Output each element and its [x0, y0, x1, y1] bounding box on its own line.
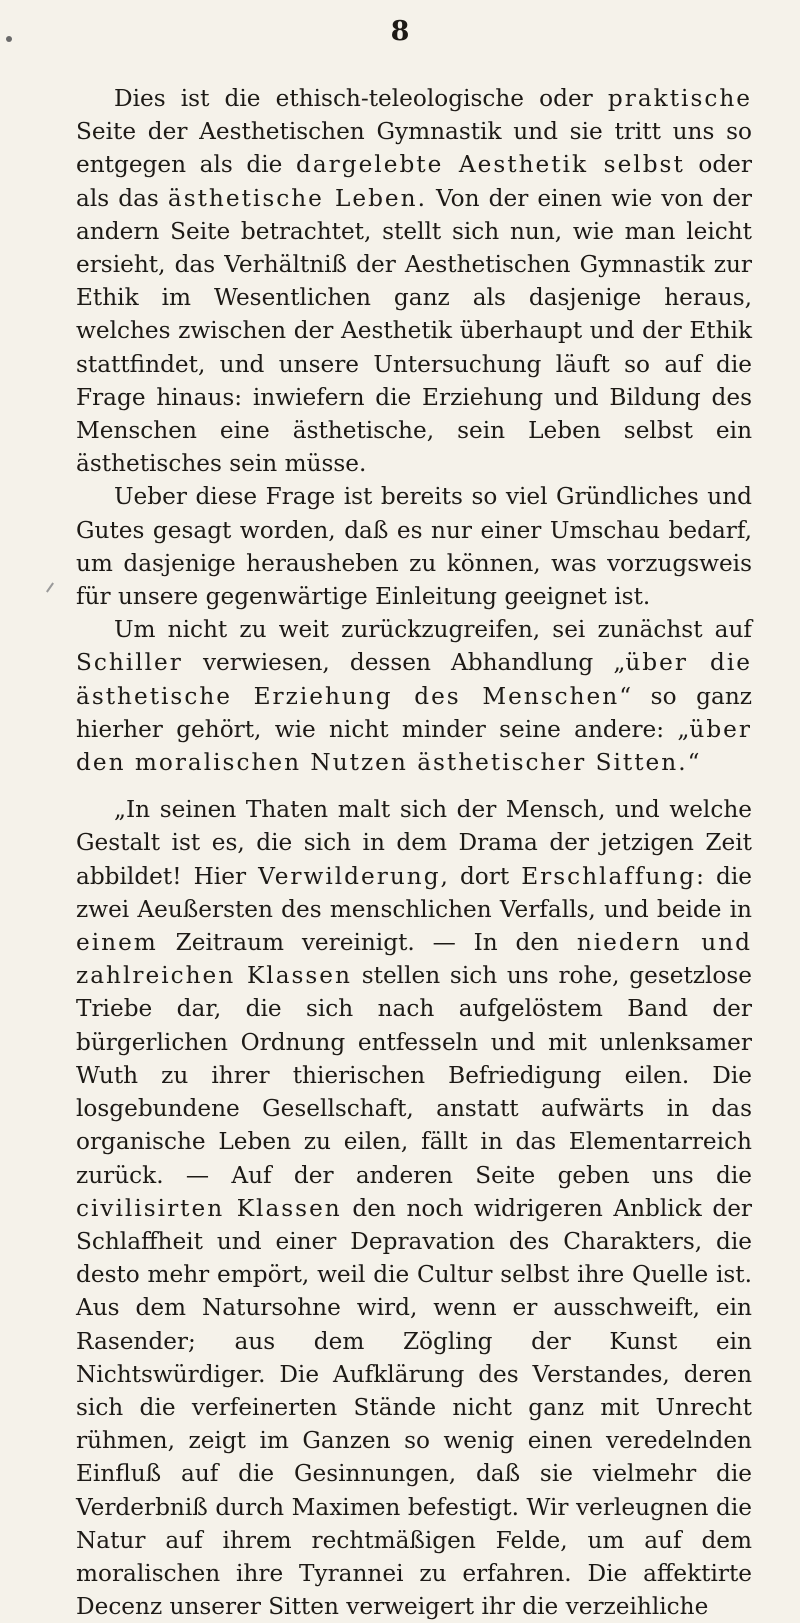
paragraph: [76, 82, 752, 480]
text-run: oder als das: [76, 151, 752, 212]
spaced-emphasis-text: Schiller: [76, 649, 183, 677]
text-run: “ so ganz hierher gehört, wie nicht minder seine andere: „: [76, 682, 752, 743]
spaced-emphasis-text: civilisirten Klassen: [76, 1194, 342, 1222]
spaced-emphasis-text: über die ästhetische Erziehung des Menschen: [76, 649, 753, 710]
margin-pencil-mark: [46, 582, 54, 592]
spaced-emphasis-text: über den moralischen Nutzen ästhetischer Sitten.: [76, 715, 752, 777]
text-run: Ueber diese Frage ist bereits so viel Gründliches und Gutes gesagt worden, daß es nur einer Umschau bedarf, um dasjenige herausheben zu können, was vorzugsweis für unsere gegenwärtige Einleitung geeignet ist.: [76, 483, 752, 611]
spaced-emphasis-text: Erschlaffung: [521, 862, 697, 890]
text-run: Zeitraum vereinigt. — In den: [157, 929, 577, 957]
paragraph: [76, 480, 752, 613]
spaced-emphasis-text: praktische: [607, 85, 752, 112]
body-text: [76, 82, 752, 1623]
spaced-emphasis-text: Verwilderung: [258, 862, 441, 890]
text-run: „In seinen Thaten malt sich der Mensch, und welche Gestalt ist es, die sich in dem Drama der jetzigen Zeit abbildet! Hier: [76, 796, 752, 890]
page-number: 8: [390, 16, 410, 47]
text-run: , dort: [440, 862, 522, 890]
text-run: Von der einen wie von der andern Seite betrachtet, stellt sich nun, wie man leicht ersieht, das Verhältniß der Aesthetischen Gymnastik zur Ethik im Wesentlichen ganz als dasjenige heraus, welches zwischen der Aesthetik überhaupt und der Ethik stattfindet, und unsere Untersuchung läuft so auf die Frage hinaus: inwiefern die Erziehung und Bildung des Menschen eine ästhetische, sein Leben selbst ein ästhetisches sein müsse.: [76, 184, 752, 478]
text-run: stellen sich uns rohe, gesetzlose Triebe dar, die sich nach aufgelöstem Band der bürgerlichen Ordnung entfesseln und mit unlenksamer Wuth zu ihrer thierischen Befriedigung eilen. Die losgebundene Gesellschaft, anstatt aufwärts in das organische Leben zu eilen, fällt in das Elementarreich zurück. — Auf der anderen Seite geben uns die: [76, 962, 752, 1189]
quotation-paragraph: [76, 793, 752, 1623]
text-run: Seite der Aesthetischen Gymnastik und sie tritt uns so entgegen als die: [76, 118, 752, 179]
spaced-emphasis-text: dargelebte Aesthetik selbst: [295, 151, 685, 179]
text-run: verwiesen, dessen Abhandlung „: [182, 649, 626, 677]
text-run: Dies ist die ethisch-teleologische oder: [114, 85, 608, 112]
spaced-emphasis-text: ästhetische Leben.: [167, 184, 427, 212]
corner-speck: [6, 36, 12, 42]
text-run: Um nicht zu weit zurückzugreifen, sei zunächst auf: [114, 616, 752, 644]
paragraph: [76, 613, 752, 779]
spaced-emphasis-text: einem: [76, 929, 158, 957]
spaced-emphasis-text: niedern und zahlreichen Klassen: [76, 929, 752, 990]
text-run: : die zwei Aeußersten des menschlichen Verfalls, und beide in: [76, 862, 752, 923]
text-run: den noch widrigeren Anblick der Schlaffheit und einer Depravation des Charakters, die desto mehr empört, weil die Cultur selbst ihre Quelle ist. Aus dem Natursohne wird, wenn er ausschweift, ein Rasender; aus dem Zögling der Kunst ein Nichtswürdiger. Die Aufklärung des Verstandes, deren sich die verfeinerten Stände nicht ganz mit Unrecht rühmen, zeigt im Ganzen so wenig einen veredelnden Einfluß auf die Gesinnungen, daß sie vielmehr die Verderbniß durch Maximen befestigt. Wir verleugnen die Natur auf ihrem rechtmäßigen Felde, um auf dem moralischen ihre Tyrannei zu erfahren. Die affektirte Decenz unserer Sitten verweigert ihr die verzeihliche: [76, 1194, 753, 1621]
text-run: “: [687, 749, 700, 777]
